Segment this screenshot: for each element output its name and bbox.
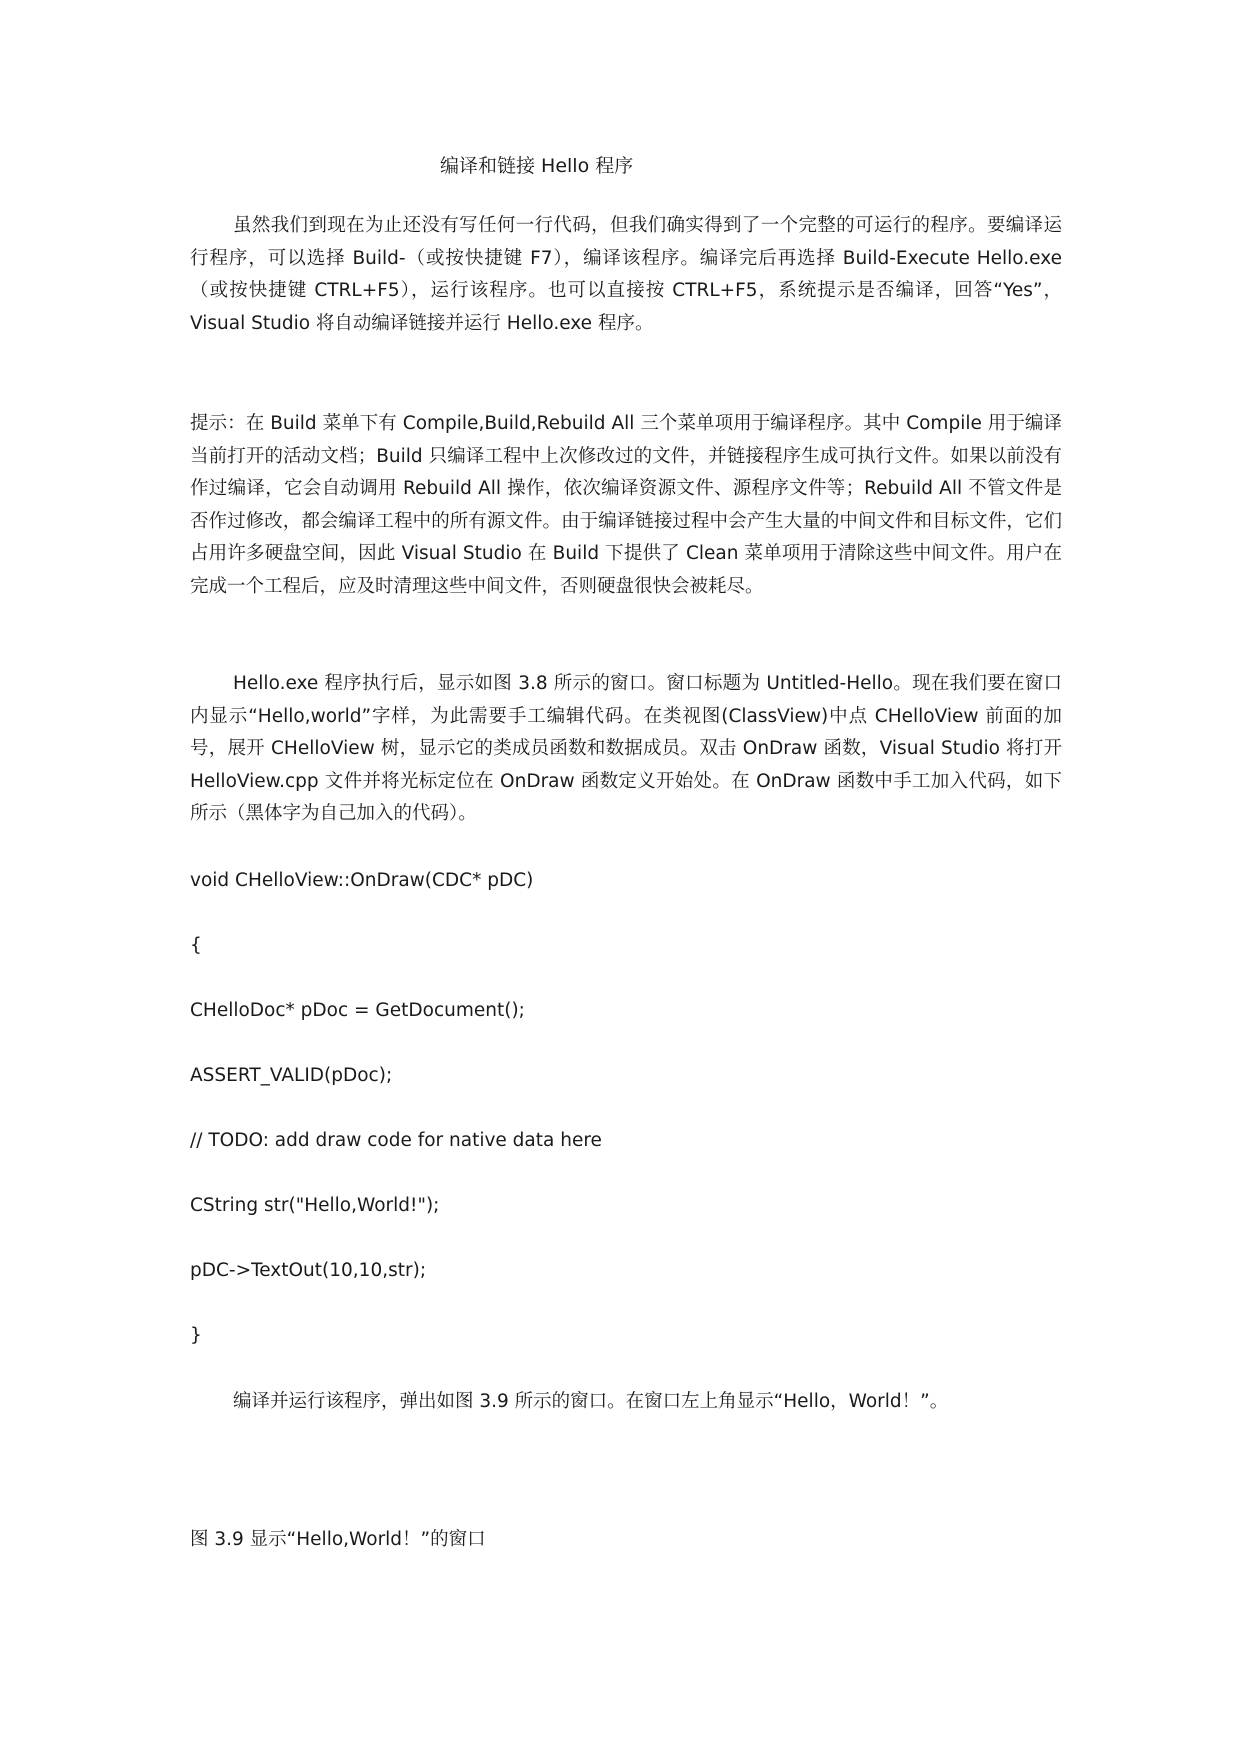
code-line: } (190, 1325, 202, 1346)
paragraph-intro: 虽然我们到现在为止还没有写任何一行代码，但我们确实得到了一个完整的可运行的程序。要编译运行程序，可以选择 Build-（或按快捷键 F7），编译该程序。编译完后再选择 Build-Execute Hello.exe（或按快捷键 CTRL+F5），运行该程序。也可以直接按 CTRL+F5，系统提示是否编译，回答“Yes”，Visual Studio 将自动编译链接并运行 Hello.exe 程序。 (190, 215, 1062, 334)
tip-paragraph: 提示：在 Build 菜单下有 Compile,Build,Rebuild All 三个菜单项用于编译程序。其中 Compile 用于编译当前打开的活动文档；Build 只编译工程中上次修改过的文件，并链接程序生成可执行文件。如果以前没有作过编译，它会自动调用 Rebuild All 操作，依次编译资源文件、源程序文件等；Rebuild All 不管文件是否作过修改，都会编译工程中的所有源文件。由于编译链接过程中会产生大量的中间文件和目标文件，它们占用许多硬盘空间，因此 Visual Studio 在 Build 下提供了 Clean 菜单项用于清除这些中间文件。用户在完成一个工程后，应及时清理这些中间文件，否则硬盘很快会被耗尽。 (190, 413, 1062, 597)
document-title: 编译和链接 Hello 程序 (440, 155, 634, 177)
code-line: { (190, 935, 202, 956)
code-line: ASSERT_VALID(pDoc); (190, 1065, 393, 1086)
code-line: pDC->TextOut(10,10,str); (190, 1260, 427, 1281)
paragraph-hello-world: Hello.exe 程序执行后，显示如图 3.8 所示的窗口。窗口标题为 Untitled-Hello。现在我们要在窗口内显示“Hello,world”字样，为此需要手工编辑代码。在类视图(ClassView)中点 CHelloView 前面的加号，展开 CHelloView 树，显示它的类成员函数和数据成员。双击 OnDraw 函数，Visual Studio 将打开 HelloView.cpp 文件并将光标定位在 OnDraw 函数定义开始处。在 OnDraw 函数中手工加入代码，如下所示（黑体字为自己加入的代码）。 (190, 673, 1062, 825)
paragraph-run-result: 编译并运行该程序，弹出如图 3.9 所示的窗口。在窗口左上角显示“Hello，World！”。 (233, 1391, 949, 1412)
figure-caption: 图 3.9 显示“Hello,World！”的窗口 (190, 1529, 486, 1550)
code-line: CHelloDoc* pDoc = GetDocument(); (190, 1000, 525, 1021)
code-line: // TODO: add draw code for native data here (190, 1130, 602, 1151)
code-line: void CHelloView::OnDraw(CDC* pDC) (190, 870, 534, 891)
code-line: CString str("Hello,World!"); (190, 1195, 440, 1216)
